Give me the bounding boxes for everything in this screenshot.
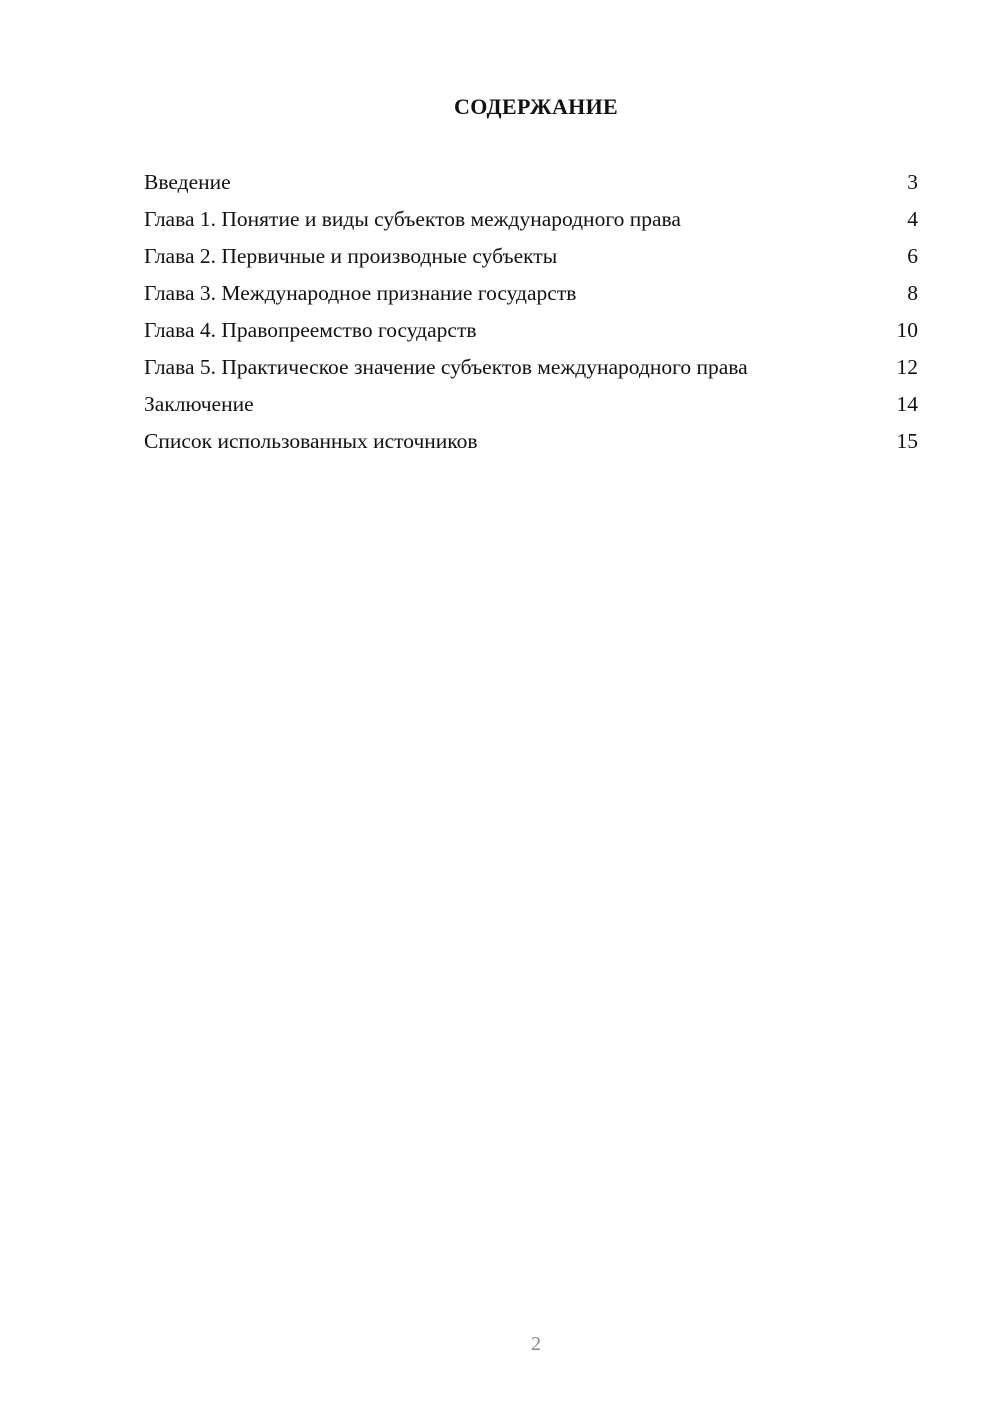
toc-entry-text: Список использованных источников [144, 429, 478, 453]
toc-entry-chapter-2[interactable] [144, 242, 918, 270]
toc-entry-page: 12 [896, 355, 918, 379]
toc-entry-text: Глава 5. Практическое значение субъектов международного права [144, 355, 748, 379]
toc-entry-introduction[interactable] [144, 168, 918, 196]
table-of-contents [144, 168, 918, 464]
toc-entry-page: 8 [907, 281, 918, 305]
toc-entry-text: Заключение [144, 392, 254, 416]
toc-entry-text: Глава 1. Понятие и виды субъектов международного права [144, 207, 681, 231]
toc-entry-text: Глава 3. Международное признание государств [144, 281, 577, 305]
toc-entry-references[interactable] [144, 427, 918, 455]
toc-entry-chapter-1[interactable] [144, 205, 918, 233]
toc-entry-chapter-3[interactable] [144, 279, 918, 307]
toc-entry-page: 3 [907, 170, 918, 194]
toc-title: СОДЕРЖАНИЕ [454, 94, 618, 119]
toc-entry-page: 6 [907, 244, 918, 268]
toc-entry-page: 10 [896, 318, 918, 342]
toc-entry-text: Введение [144, 170, 231, 194]
toc-entry-page: 15 [896, 429, 918, 453]
toc-entry-conclusion[interactable] [144, 390, 918, 418]
toc-entry-chapter-5[interactable] [144, 353, 918, 381]
page-number: 2 [531, 1333, 541, 1355]
toc-entry-text: Глава 2. Первичные и производные субъекты [144, 244, 558, 268]
toc-entry-chapter-4[interactable] [144, 316, 918, 344]
toc-entry-page: 14 [896, 392, 918, 416]
toc-entry-text: Глава 4. Правопреемство государств [144, 318, 477, 342]
toc-entry-page: 4 [907, 207, 918, 231]
